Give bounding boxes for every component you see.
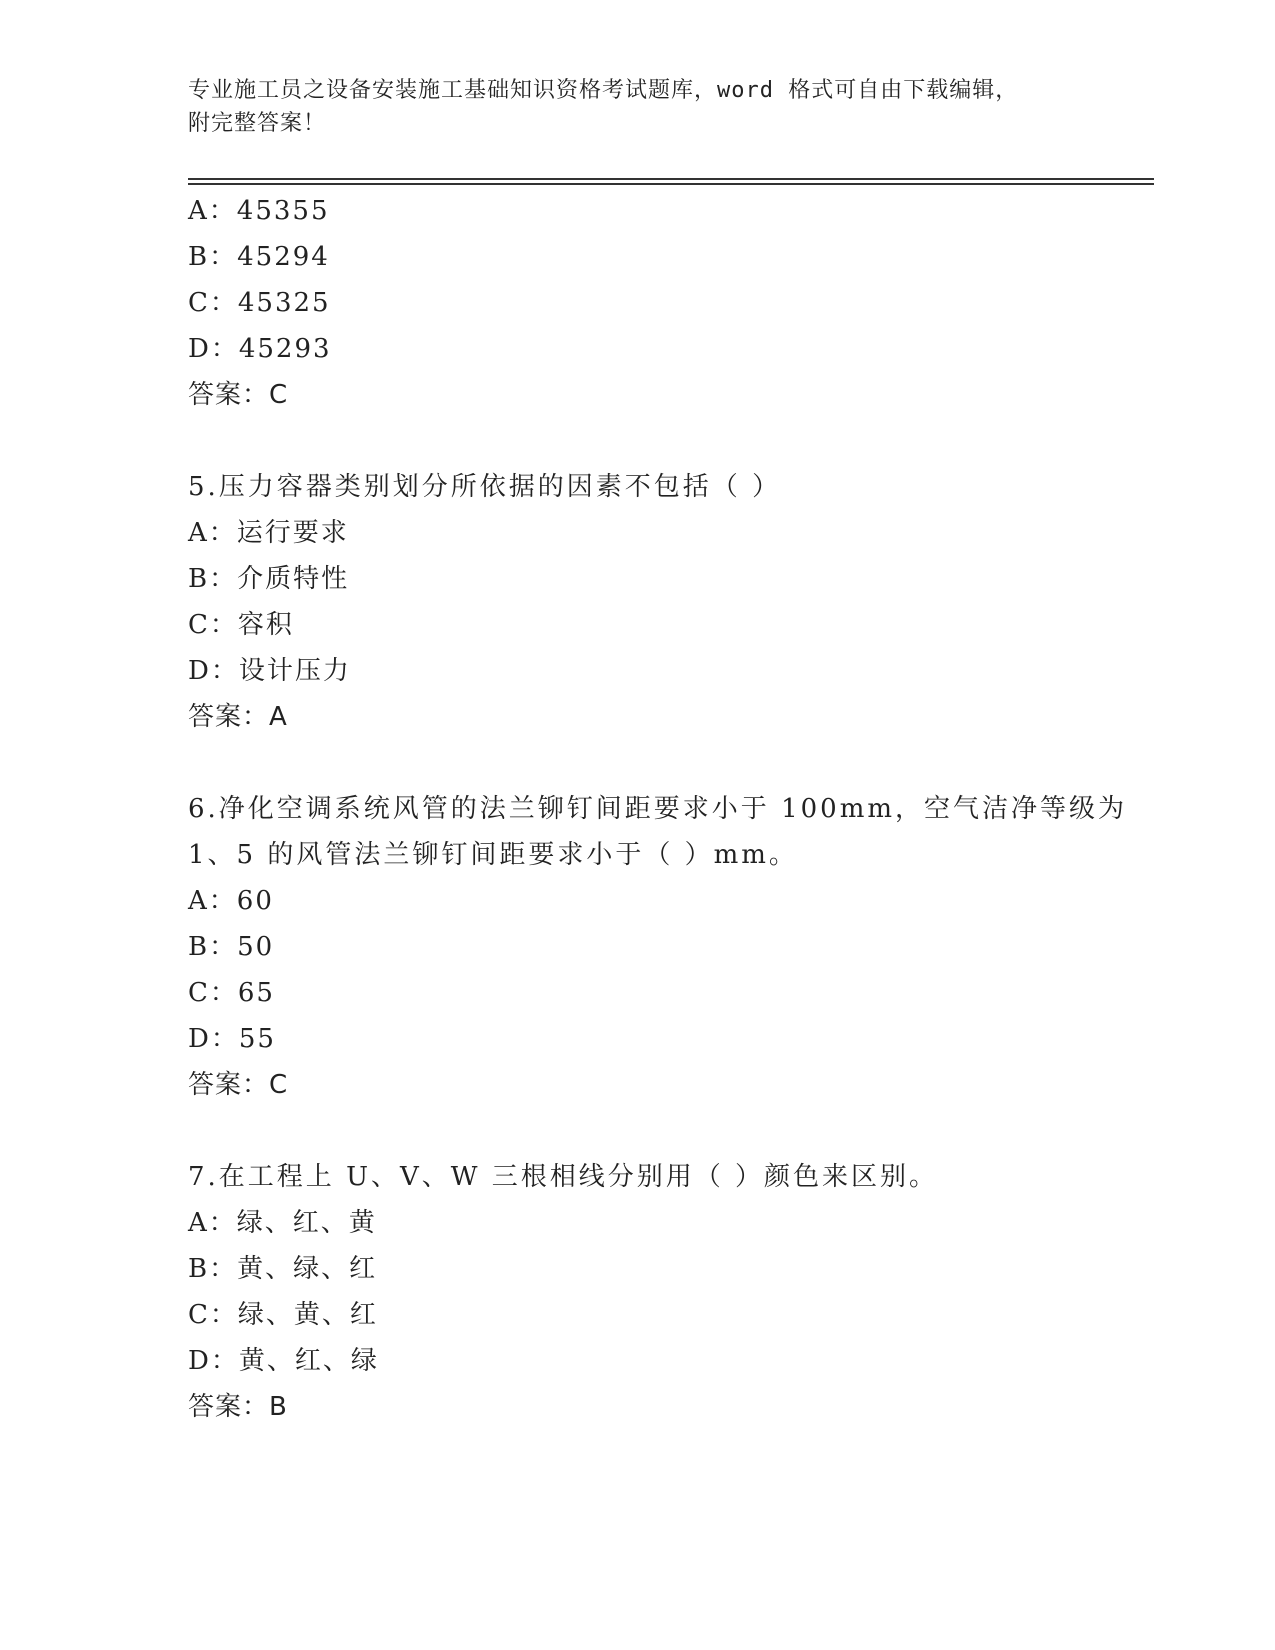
option-a: A：45355 — [188, 196, 330, 226]
option-a: A：绿、红、黄 — [188, 1208, 377, 1238]
option-b: B：黄、绿、红 — [188, 1254, 378, 1284]
option-c: C：45325 — [188, 288, 331, 318]
option-c: C：65 — [188, 978, 275, 1008]
header-divider-bottom — [188, 183, 1154, 185]
question-stem: 5.压力容器类别划分所依据的因素不包括（ ） — [188, 472, 782, 502]
spacer — [188, 1108, 1088, 1154]
question-stem-line-2: 1、5 的风管法兰铆钉间距要求小于（ ）mm。 — [188, 840, 798, 870]
question-4 — [188, 188, 1088, 418]
header-line-1: 专业施工员之设备安装施工基础知识资格考试题库，word 格式可自由下载编辑， — [188, 78, 1019, 103]
answer-line: 答案：B — [188, 1392, 288, 1422]
question-7 — [188, 1154, 1088, 1430]
option-d: D：45293 — [188, 334, 332, 364]
answer-line: 答案：A — [188, 702, 288, 732]
spacer — [188, 418, 1088, 464]
answer-line: 答案：C — [188, 1070, 289, 1100]
option-d: D：55 — [188, 1024, 276, 1054]
option-b: B：介质特性 — [188, 564, 350, 594]
option-c: C：容积 — [188, 610, 294, 640]
option-b: B：50 — [188, 932, 275, 962]
header-line-2: 附完整答案！ — [188, 111, 327, 136]
option-a: A：60 — [188, 886, 274, 916]
option-c: C：绿、黄、红 — [188, 1300, 378, 1330]
option-d: D：设计压力 — [188, 656, 351, 686]
spacer — [188, 740, 1088, 786]
header-divider-top — [188, 178, 1154, 180]
option-b: B：45294 — [188, 242, 330, 272]
question-6 — [188, 786, 1128, 1108]
option-a: A：运行要求 — [188, 518, 349, 548]
question-stem: 7.在工程上 U、V、W 三根相线分别用（ ）颜色来区别。 — [188, 1162, 939, 1192]
option-d: D：黄、红、绿 — [188, 1346, 379, 1376]
question-stem-line-1: 6.净化空调系统风管的法兰铆钉间距要求小于 100mm，空气洁净等级为 — [188, 794, 1128, 824]
document-header — [188, 74, 1088, 140]
question-list — [188, 188, 1128, 1430]
answer-line: 答案：C — [188, 380, 289, 410]
question-5 — [188, 464, 1088, 740]
